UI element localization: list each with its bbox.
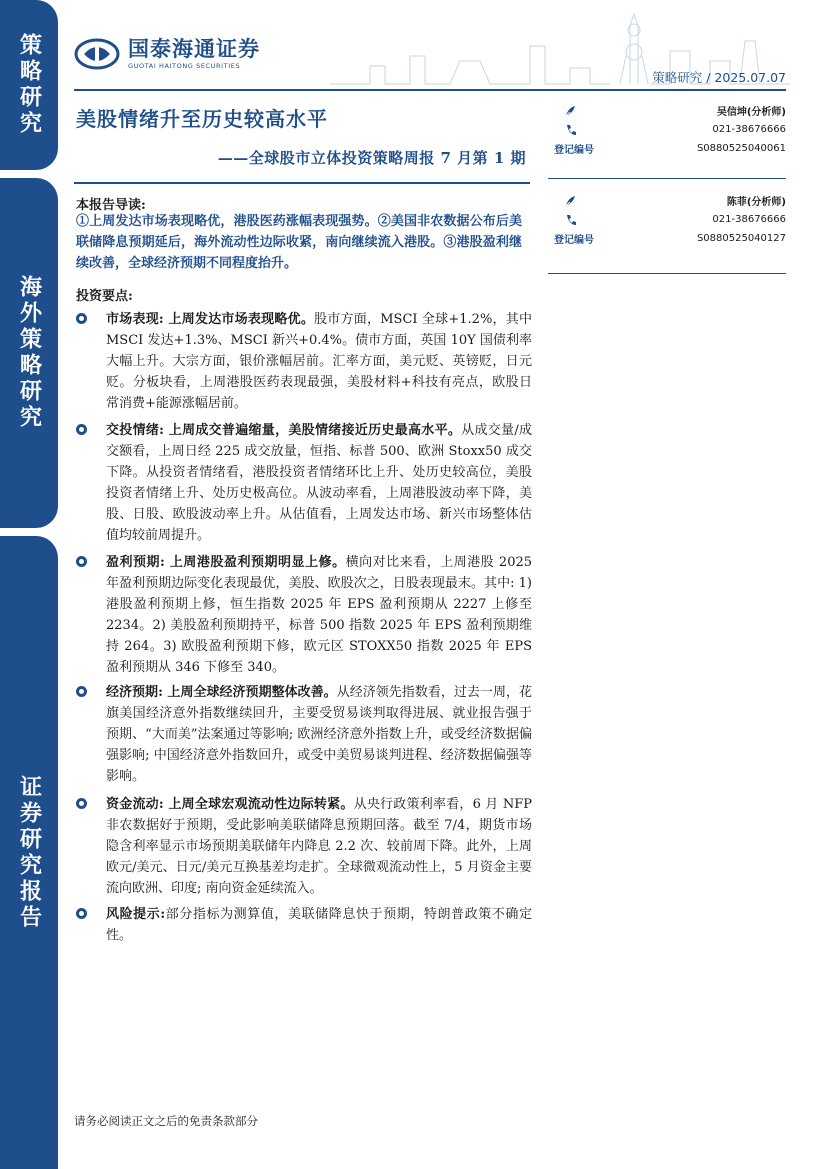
key-point-trading	[76, 420, 532, 546]
sidebar-tab-label: 海外策略研究	[16, 275, 42, 431]
logo-text-en: GUOTAI HAITONG SECURITIES	[128, 62, 241, 70]
sidebar-tab-label: 策略研究	[16, 33, 42, 137]
key-point-body: 从成交量/成交额看，上周日经 225 成交放量，恒指、标普 500、欧洲 Stoxx50 成交下降。从投资者情绪看，港股投资者情绪环比上升、处历史较高位，美股投资者情绪上升、处历史极高位。从波动率看，上周港股波动率下降，美股、日股、欧股波动率上升。从估值看，上周发达市场、新兴市场整体估值均较前周提升。	[106, 423, 532, 543]
analyst-name: 陈菲(分析师)	[726, 197, 786, 208]
sidebar-tab-overseas	[0, 178, 58, 528]
analyst-phone: 021-38676666	[712, 214, 786, 225]
company-logo	[74, 38, 260, 70]
sidebar-tab-label: 证券研究报告	[16, 774, 42, 931]
key-point-body: 部分指标为测算值，美联储降息快于预期，特朗普政策不确定性。	[106, 907, 532, 943]
phone-icon	[564, 123, 578, 137]
bullet-icon	[76, 424, 87, 435]
title-divider	[74, 182, 530, 184]
key-point-body: 从央行政策利率看，6 月 NFP 非农数据好于预期，受此影响美联储降息预期回落。截至 7/4，期货市场隐含利率显示市场预期美联储年内降息 2.2 次、较前周下降。此外，上周欧元/美元、日元/美元互换基差均走扩。全球微观流动性上，5 月资金主要流向欧洲、印度; 南向资金延续流入。	[106, 797, 532, 896]
key-point-heading: 盈利预期: 上周港股盈利预期明显上修。	[106, 555, 346, 570]
registration-label: 登记编号	[554, 145, 594, 156]
key-point-body: 横向对比来看，上周港股 2025 年盈利预期边际变化表现最优，美股、欧股次之，日股表现最末。其中: 1) 港股盈利预期上修，恒生指数 2025 年 EPS 盈利预期从 2227 上修至 2234。2) 美股盈利预期持平，标普 500 指数 2025 年 EPS 盈利预期维持 264。3) 欧股盈利预期下修，欧元区 STOXX50 指数 2025 年 EPS 盈利预期从 346 下修至 340。	[106, 555, 533, 675]
bullet-icon	[76, 313, 87, 324]
analyst-divider	[548, 273, 786, 274]
registration-number: S0880525040127	[696, 233, 786, 244]
bullet-icon	[76, 686, 87, 697]
disclaimer-footer: 请务必阅读正文之后的免责条款部分	[74, 1114, 258, 1128]
analyst-phone: 021-38676666	[712, 124, 786, 135]
key-point-heading: 资金流动: 上周全球宏观流动性边际转紧。	[106, 797, 354, 812]
registration-label: 登记编号	[554, 235, 594, 246]
analyst-card	[548, 191, 786, 248]
key-point-heading: 经济预期: 上周全球经济预期整体改善。	[106, 685, 337, 700]
report-category-date: 策略研究 / 2025.07.07	[652, 70, 786, 85]
registration-number: S0880525040061	[696, 143, 786, 154]
guide-summary: ①上周发达市场表现略优，港股医药涨幅表现强势。②美国非农数据公布后美联储降息预期延后，海外流动性边际收紧，南向继续流入港股。③港股盈利继续改善，全球经济预期不同程度抬升。	[76, 214, 522, 271]
phone-icon	[564, 213, 578, 227]
key-point-risk	[76, 904, 532, 946]
key-point-body: 从经济领先指数看，过去一周，花旗美国经济意外指数继续回升，主要受贸易谈判取得进展、就业报告强于预期、“大而美”法案通过等影响; 欧洲经济意外指数上升，或受经济数据偏强影响; 中国经济意外指数回升，或受中美贸易谈判进程、经济数据偏强等影响。	[106, 685, 532, 784]
logo-icon	[74, 38, 120, 70]
key-point-earnings	[76, 552, 532, 678]
bullet-icon	[76, 798, 87, 809]
key-point-body: 股市方面，MSCI 全球+1.2%，其中 MSCI 发达+1.3%、MSCI 新兴+0.4%。债市方面，英国 10Y 国债利率大幅上升。大宗方面，银价涨幅居前。汇率方面，美元贬、英镑贬，日元贬。分板块看，上周港股医药表现最强，美股材料+科技有亮点，欧股日常消费+能源涨幅居前。	[106, 312, 533, 411]
guide-heading: 本报告导读:	[76, 198, 146, 213]
analyst-name: 吴信坤(分析师)	[716, 107, 786, 118]
report-subtitle: ——全球股市立体投资策略周报 7 月第 1 期	[217, 149, 526, 167]
sidebar-tab-report	[0, 536, 58, 1169]
bullet-icon	[76, 556, 87, 567]
key-point-economy	[76, 682, 532, 787]
key-point-heading: 风险提示:	[106, 907, 166, 922]
bullet-icon	[76, 908, 87, 919]
header-divider	[74, 89, 786, 91]
pen-icon	[564, 104, 578, 118]
pen-icon	[564, 194, 578, 208]
key-points-heading: 投资要点:	[76, 289, 133, 304]
report-title: 美股情绪升至历史较高水平	[76, 107, 328, 131]
logo-text-cn: 国泰海通证券	[128, 37, 260, 61]
key-point-liquidity	[76, 794, 532, 899]
analyst-card	[548, 101, 786, 158]
key-point-heading: 交投情绪: 上周成交普遍缩量，美股情绪接近历史最高水平。	[106, 423, 462, 438]
analyst-divider	[548, 178, 786, 179]
key-point-heading: 市场表现: 上周发达市场表现略优。	[106, 312, 315, 327]
sidebar-tab-strategy	[0, 0, 58, 170]
key-point-market	[76, 309, 532, 414]
